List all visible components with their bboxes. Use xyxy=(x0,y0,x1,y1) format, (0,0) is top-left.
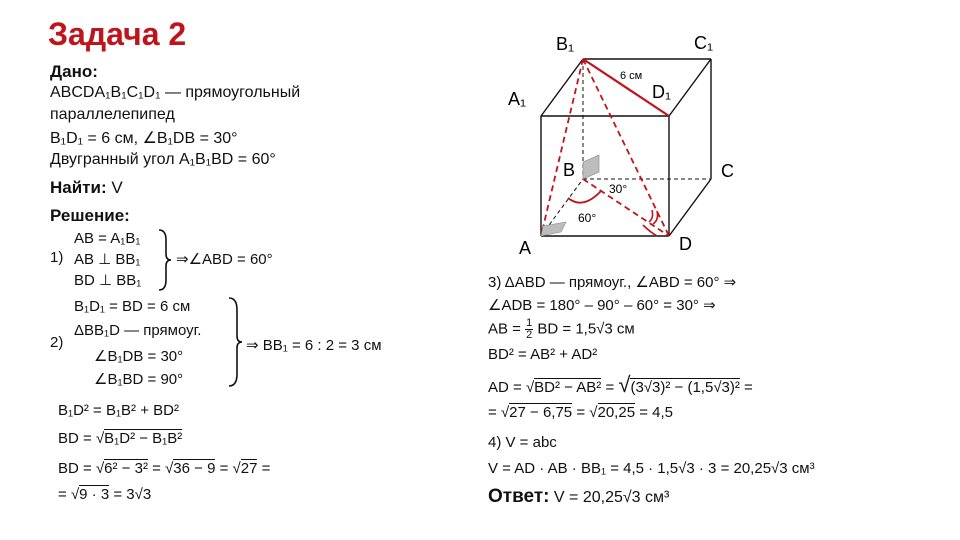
label-C: C xyxy=(721,161,734,181)
edge-D1C1 xyxy=(669,59,711,116)
page-title: Задача 2 xyxy=(48,16,187,52)
step3-line-6 xyxy=(488,404,673,421)
sqrt-icon: √ xyxy=(232,460,241,477)
pyth-line-3-prefix: BD = xyxy=(58,460,96,477)
label-C1: C₁ xyxy=(694,33,714,53)
given-line-1: ABCDA₁B₁C₁D₁ — прямоугольный xyxy=(50,84,301,101)
edge-A1B1 xyxy=(541,59,583,116)
sqrt-icon: √ xyxy=(165,460,174,477)
pyth-line-4-prefix: = xyxy=(58,486,71,503)
pyth-line-3-radicand-2: 36 − 9 xyxy=(173,460,216,477)
answer-value: V = 20,25√3 см³ xyxy=(549,489,670,506)
step3-line-6-suffix: = 4,5 xyxy=(635,404,673,421)
find-value: V xyxy=(111,178,123,197)
parallelepiped-figure xyxy=(500,25,740,260)
edge-DC xyxy=(669,179,711,236)
pyth-line-1: B₁D² = B₁B² + BD² xyxy=(58,402,179,419)
sqrt-icon: √ xyxy=(95,460,105,477)
step1-result: ⇒∠ABD = 60° xyxy=(176,251,273,268)
step3-line-6-radicand-2: 20,25 xyxy=(597,404,636,421)
fraction-denominator: 2 xyxy=(526,329,533,341)
angle-arc-60 xyxy=(568,191,601,203)
step2-line-4: ∠B₁BD = 90° xyxy=(94,371,184,388)
sqrt-icon: √ xyxy=(95,430,105,447)
label-D: D xyxy=(679,234,692,254)
answer-row xyxy=(488,486,669,508)
label-angle-60: 60° xyxy=(578,211,597,225)
solid-edges xyxy=(541,59,711,236)
pyth-line-3-eq-2: = xyxy=(215,460,233,477)
answer-label: Ответ: xyxy=(488,486,550,507)
step3-line-6-prefix: = xyxy=(488,404,501,421)
label-A1: A₁ xyxy=(508,89,527,109)
step3-line-3-prefix: AB = xyxy=(488,320,526,338)
step4-line-1: 4) V = abc xyxy=(488,434,557,451)
fraction-numerator: 1 xyxy=(526,317,533,329)
step1-line-2: AB ⊥ BB₁ xyxy=(74,251,141,268)
sqrt-icon: √ xyxy=(70,486,80,503)
step1-number: 1) xyxy=(50,249,64,266)
dashed-red-segments xyxy=(541,59,672,236)
step3-line-5-radicand-2: (3√3)² − (1,5√3)² xyxy=(630,379,740,396)
step3-line-5-suffix: = xyxy=(739,379,753,396)
find-row xyxy=(50,178,123,198)
step3-line-6-eq: = xyxy=(572,404,590,421)
step2-number: 2) xyxy=(50,334,64,351)
angle-arc-D xyxy=(643,225,657,236)
step2-line-3: ∠B₁DB = 30° xyxy=(94,348,184,365)
sqrt-icon: √ xyxy=(589,404,598,421)
step3-line-4: BD² = AB² + AD² xyxy=(488,346,598,363)
step3-line-1: 3) ΔABD — прямоуг., ∠ABD = 60° ⇒ xyxy=(488,274,737,291)
hidden-edges xyxy=(541,59,711,236)
step3-line-5-radicand-1: BD² − AB² xyxy=(534,379,602,396)
step3-line-2: ∠ADB = 180° – 90° – 60° = 30° ⇒ xyxy=(488,297,716,314)
pyth-line-4-radicand: 9 · 3 xyxy=(79,486,110,503)
step3-line-3-suffix: BD = 1,5√3 см xyxy=(533,320,635,338)
sqrt-icon: √ xyxy=(525,379,535,396)
pyth-line-3-suffix: = xyxy=(257,460,271,477)
angle-arc-30-inner xyxy=(653,211,658,224)
step3-line-5-eq: = xyxy=(601,379,619,396)
sqrt-icon: √ xyxy=(500,404,510,421)
step3-line-6-radicand-1: 27 − 6,75 xyxy=(509,404,573,421)
given-line-2: параллелепипед xyxy=(50,106,175,123)
label-angle-30: 30° xyxy=(609,182,628,196)
pyth-line-4 xyxy=(58,486,151,503)
given-line-3: B₁D₁ = 6 см, ∠B₁DB = 30° xyxy=(50,130,238,147)
pyth-line-3-radicand-3: 27 xyxy=(240,460,258,477)
pyth-line-3 xyxy=(58,460,270,477)
right-angle-marker-A xyxy=(541,222,566,236)
label-edge-6cm: 6 см xyxy=(620,70,643,82)
step3-line-3 xyxy=(488,318,635,344)
given-line-4: Двугранный угол A₁B₁BD = 60° xyxy=(50,151,276,168)
label-D1: D₁ xyxy=(652,82,672,102)
step1-brace xyxy=(156,228,172,292)
segment-B1A xyxy=(541,59,583,236)
step2-line-2: ΔBB₁D — прямоуг. xyxy=(74,322,202,339)
given-heading: Дано: xyxy=(50,62,98,81)
step2-brace xyxy=(226,296,244,388)
step3-line-5 xyxy=(488,372,753,398)
step1-line-1: AB = A₁B₁ xyxy=(74,230,141,247)
step3-line-5-prefix: AD = xyxy=(488,379,526,396)
pyth-line-3-radicand-1: 6² − 3² xyxy=(104,460,148,477)
step2-result: ⇒ BB₁ = 6 : 2 = 3 см xyxy=(246,337,382,354)
label-B1: B₁ xyxy=(556,34,575,54)
pyth-line-2-radicand: B₁D² − B₁B² xyxy=(104,430,183,447)
pyth-line-3-eq-1: = xyxy=(147,460,166,477)
find-heading: Найти: xyxy=(50,178,107,197)
pyth-line-2-prefix: BD = xyxy=(58,430,96,447)
step1-line-3: BD ⊥ BB₁ xyxy=(74,272,142,289)
step4-line-2: V = AD · AB · BB₁ = 4,5 · 1,5√3 · 3 = 20,25√3 см³ xyxy=(488,460,815,477)
pyth-line-4-suffix: = 3√3 xyxy=(109,486,152,503)
pyth-line-2 xyxy=(58,430,182,447)
solution-heading: Решение: xyxy=(50,206,130,225)
angle-arc-30-outer xyxy=(649,210,653,222)
right-angle-marker-B xyxy=(583,155,599,179)
step2-line-1: B₁D₁ = BD = 6 см xyxy=(74,298,191,315)
label-A: A xyxy=(519,238,532,258)
label-B: B xyxy=(563,160,576,180)
sqrt-icon: √ xyxy=(618,372,631,397)
